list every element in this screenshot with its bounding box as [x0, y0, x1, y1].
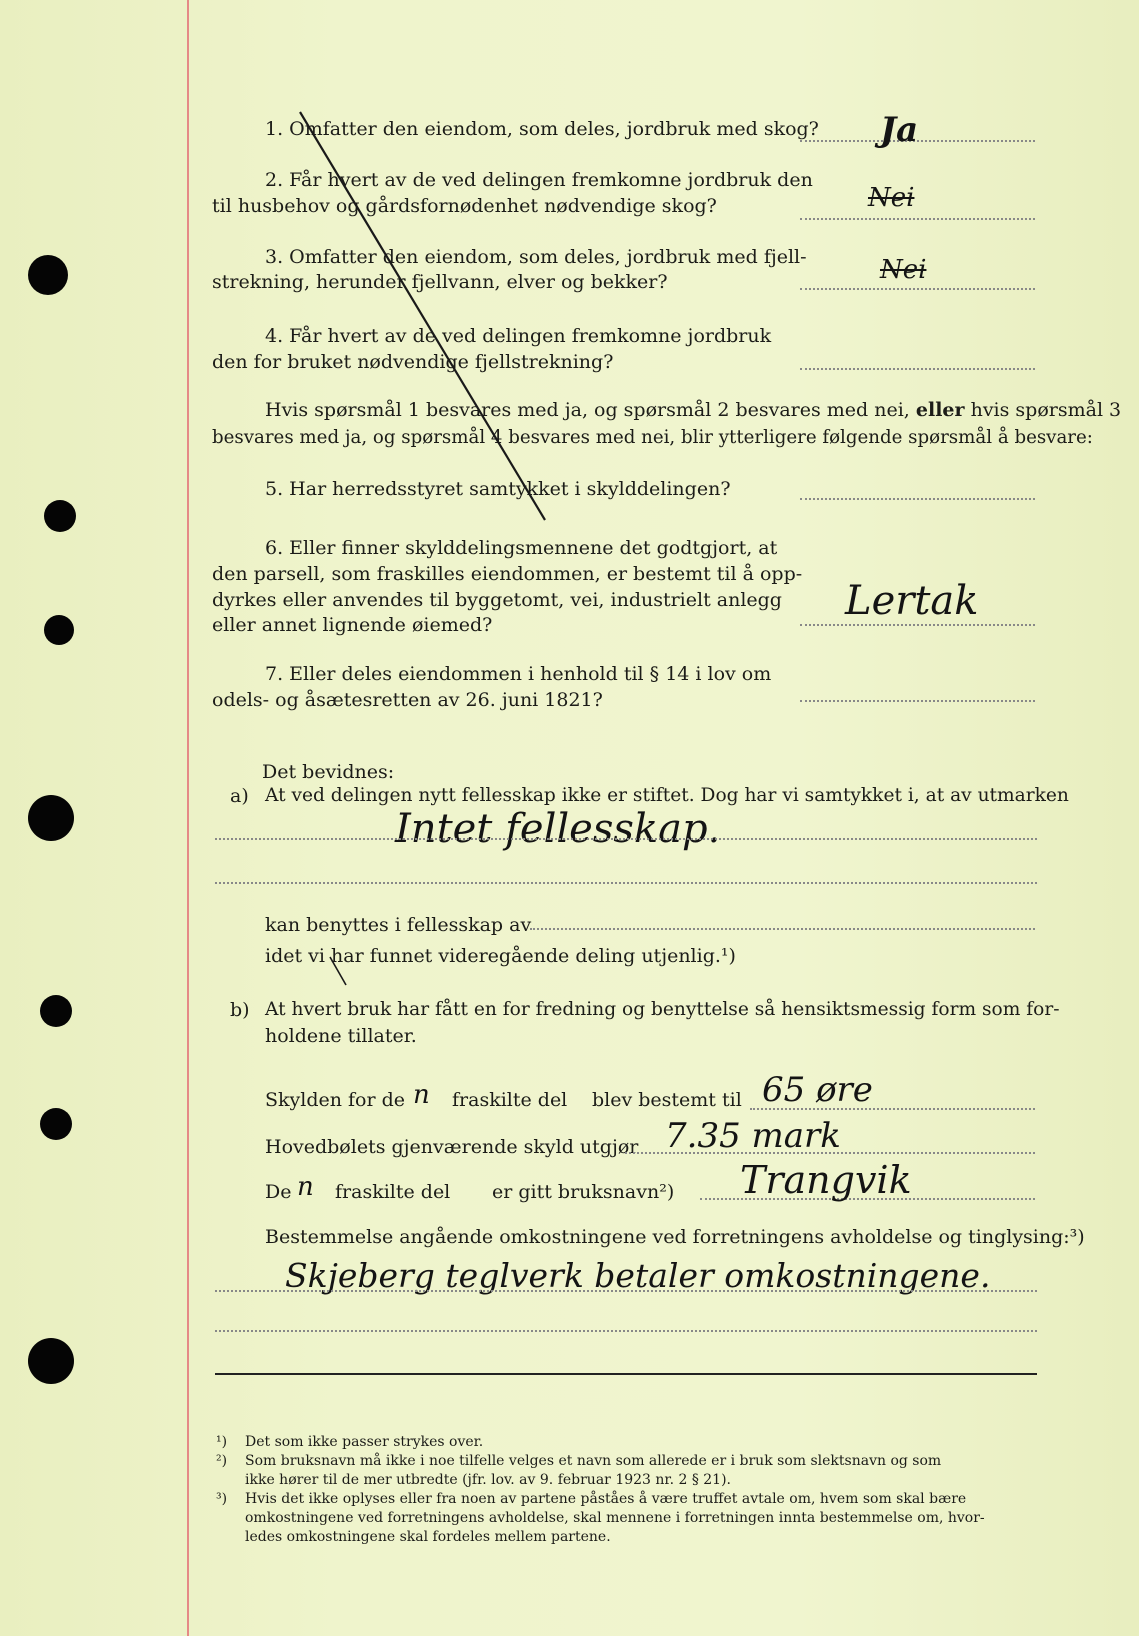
condition-text-2: hvis spørsmål 3 [970, 399, 1122, 421]
footnote-2-line-1: Som bruksnavn må ikke i noe tilfelle velges et navn som allerede er i bruk som slektsnavn og som [245, 1453, 942, 1469]
footnote-3-line-3: ledes omkostningene skal fordeles mellem partene. [245, 1529, 611, 1545]
skyld-line-1-a: Skylden for de [265, 1089, 406, 1111]
question-1: 1. Omfatter den eiendom, som deles, jordbruk med skog? [265, 118, 819, 140]
skyld-line-3-b: fraskilte del [335, 1181, 451, 1203]
footnote-3-mark: ³) [216, 1491, 228, 1507]
skyld-line-2-hand: 7.35 mark [665, 1116, 841, 1156]
skyld-line-1-hand-2: 65 øre [762, 1070, 873, 1110]
bevidnes-heading: Det bevidnes: [262, 761, 395, 783]
question-7-line-2: odels- og åsætesretten av 26. juni 1821? [212, 689, 603, 711]
skyld-line-4: Bestemmelse angående omkostningene ved forretningens avholdelse og tinglysing:³) [265, 1226, 1085, 1248]
question-3-line-1: 3. Omfatter den eiendom, som deles, jordbruk med fjell- [265, 246, 807, 268]
question-7-line-1: 7. Eller deles eiendommen i henhold til § 14 i lov om [265, 663, 772, 685]
question-3-line-2: strekning, herunder fjellvann, elver og bekker? [212, 271, 668, 293]
skyld-line-3-a: De [265, 1181, 292, 1203]
skyld-line-1-c: blev bestemt til [592, 1089, 742, 1111]
skyld-line-3-hand-1: n [297, 1172, 314, 1202]
kan-benyttes-text: kan benyttes i fellesskap av [265, 914, 532, 936]
question-6-line-1: 6. Eller finner skylddelingsmennene det godtgjort, at [265, 537, 778, 559]
question-4-line-2: den for bruket nødvendige fjellstrekning? [212, 351, 614, 373]
footnote-1-mark: ¹) [216, 1434, 228, 1450]
footnote-2-mark: ²) [216, 1453, 228, 1469]
footnote-1: Det som ikke passer strykes over. [245, 1434, 484, 1450]
condition-line-2: besvares med ja, og spørsmål 4 besvares med nei, blir ytterligere følgende spørsmål å besvare: [212, 427, 1093, 448]
bevidnes-b-text-2: holdene tillater. [265, 1025, 417, 1047]
question-2-line-2: til husbehov og gårdsfornødenhet nødvendige skog? [212, 195, 717, 217]
answer-2: Nei [868, 183, 915, 213]
bevidnes-b-text-1: At hvert bruk har fått en for fredning og benyttelse så hensiktsmessig form som for- [265, 999, 1060, 1020]
answer-6: Lertak [845, 578, 979, 624]
answer-1: Ja [880, 110, 919, 150]
skyld-line-3-c: er gitt bruksnavn²) [492, 1181, 675, 1203]
bevidnes-a-handwriting: Intet fellesskap. [395, 806, 721, 852]
footnote-3-line-1: Hvis det ikke oplyses eller fra noen av partene påståes å være truffet avtale om, hvem som skal bære [245, 1491, 967, 1507]
bevidnes-b-label: b) [230, 999, 250, 1021]
footnote-3-line-2: omkostningene ved forretningens avholdelse, skal mennene i forretningen innta bestemmelse om, hvor- [245, 1510, 985, 1526]
question-6-line-2: den parsell, som fraskilles eiendommen, er bestemt til å opp- [212, 563, 803, 585]
question-6-line-3: dyrkes eller anvendes til byggetomt, vei, industrielt anlegg [212, 589, 782, 611]
condition-bold: eller [915, 399, 965, 421]
question-4-line-1: 4. Får hvert av de ved delingen fremkomne jordbruk [265, 325, 772, 347]
bevidnes-a-text: At ved delingen nytt fellesskap ikke er stiftet. Dog har vi samtykket i, at av utmarken [265, 785, 1069, 806]
bevidnes-a-label: a) [230, 785, 249, 807]
question-5: 5. Har herredsstyret samtykket i skylddelingen? [265, 478, 731, 500]
footnote-2-line-2: ikke hører til de mer utbredte (jfr. lov. av 9. februar 1923 nr. 2 § 21). [245, 1472, 732, 1488]
question-6-line-4: eller annet lignende øiemed? [212, 614, 493, 636]
condition-text-1: Hvis spørsmål 1 besvares med ja, og spørsmål 2 besvares med nei, [265, 399, 910, 421]
idet-text: idet vi har funnet videregående deling utjenlig.¹) [265, 945, 736, 967]
skyld-line-1-b: fraskilte del [452, 1089, 568, 1111]
skyld-line-4-hand: Skjeberg teglverk betaler omkostningene. [285, 1256, 991, 1295]
skyld-line-1-hand-1: n [413, 1080, 430, 1110]
question-2-line-1: 2. Får hvert av de ved delingen fremkomne jordbruk den [265, 169, 813, 191]
skyld-line-2: Hovedbølets gjenværende skyld utgjør [265, 1136, 639, 1158]
answer-3: Nei [880, 255, 927, 285]
skyld-line-3-hand-2: Trangvik [740, 1158, 912, 1202]
